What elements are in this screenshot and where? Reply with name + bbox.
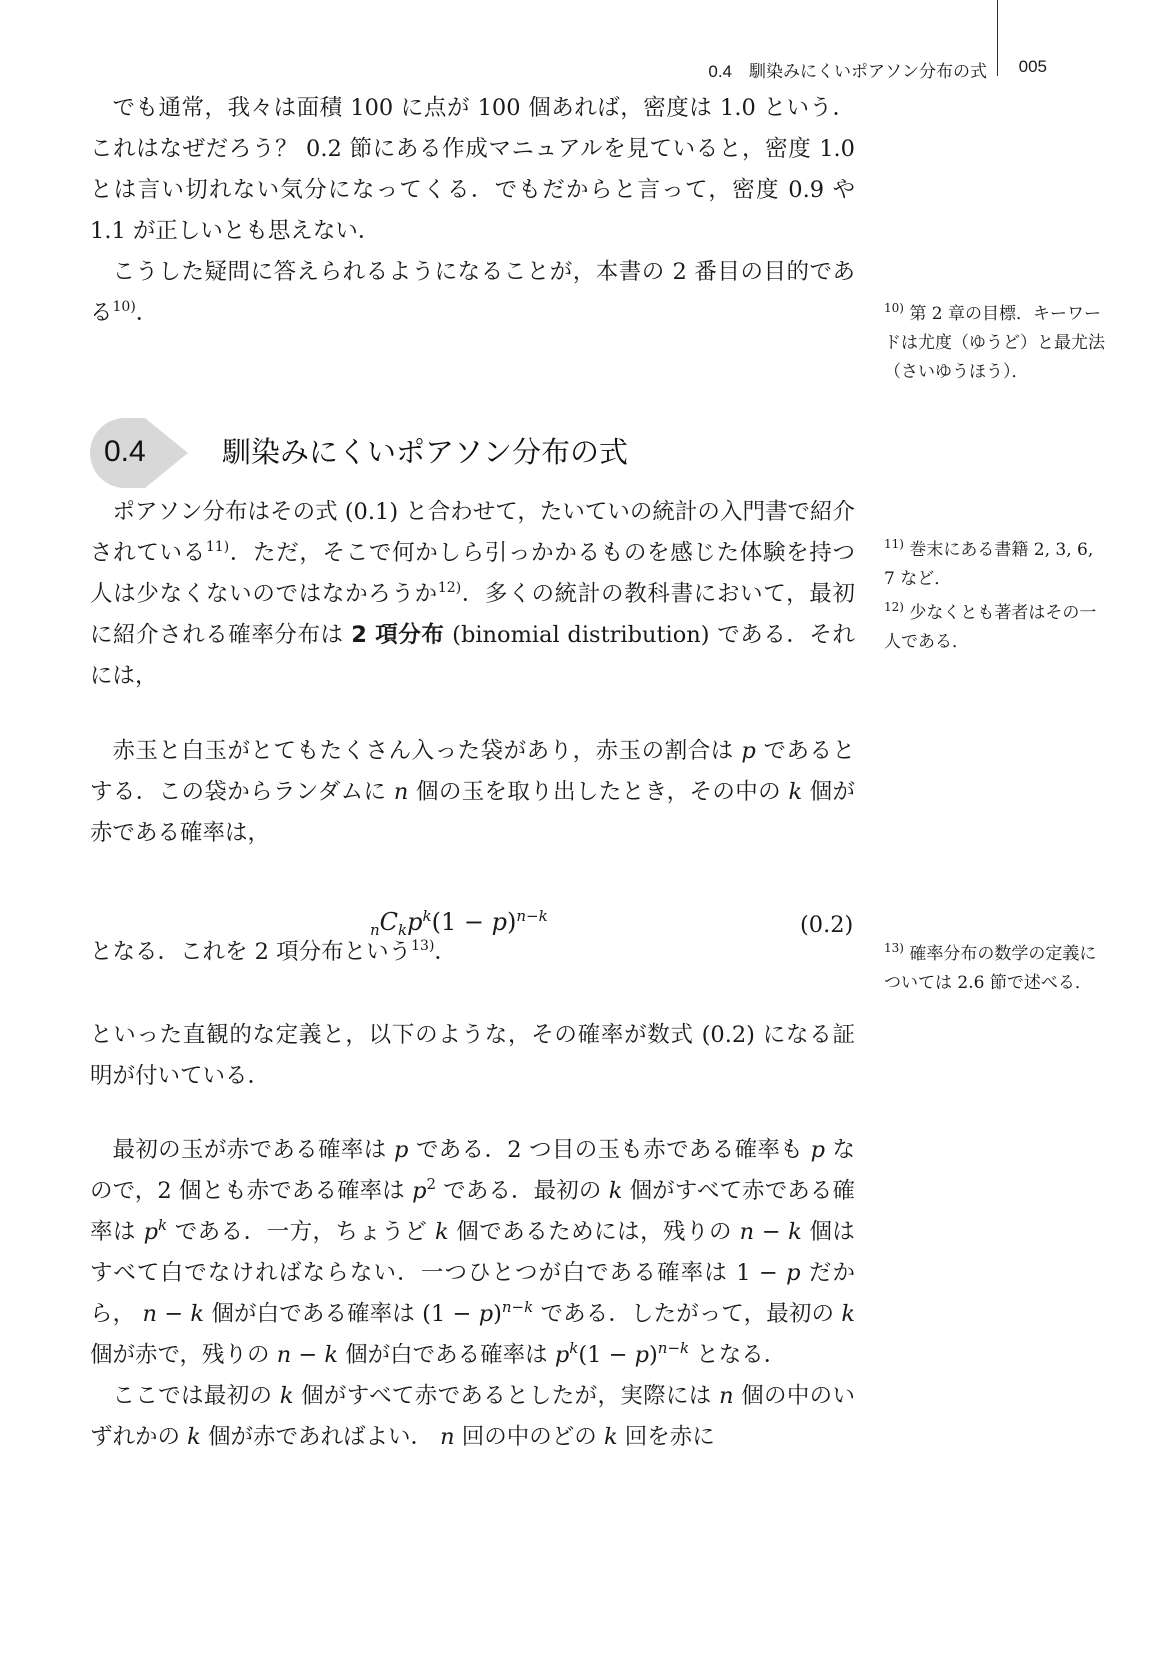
eq-C: C bbox=[379, 908, 399, 936]
eq-sub-k: k bbox=[398, 921, 408, 939]
math-expr: n − k bbox=[276, 1342, 339, 1368]
section-number: 0.4 bbox=[104, 435, 146, 468]
eq-sub-n: n bbox=[370, 921, 380, 939]
proof-t: ) bbox=[649, 1342, 658, 1368]
paragraph-poisson-text bbox=[90, 492, 855, 697]
math-sup: 2 bbox=[426, 1175, 437, 1193]
math-sup: n−k bbox=[501, 1298, 534, 1316]
proof-t: 個はすべて白でなければならない．一つひとつが白である確率は 1 − bbox=[90, 1219, 855, 1286]
proof-t: となる． bbox=[696, 1342, 787, 1368]
math-var: k bbox=[608, 1178, 623, 1204]
math-var: p bbox=[810, 1137, 826, 1163]
comb-t: 個が赤であればよい． bbox=[207, 1424, 433, 1450]
comb-t: ここでは最初の bbox=[112, 1383, 273, 1409]
comb-t: 回を赤に bbox=[624, 1424, 715, 1450]
proof-t: (1 − bbox=[578, 1342, 628, 1368]
proof-t: 個が白である確率は (1 − bbox=[211, 1301, 472, 1327]
footnote-ref-13[interactable]: 13) bbox=[411, 938, 435, 954]
proof-t: である．2 つ目の玉も赤である確率も bbox=[415, 1137, 804, 1163]
side-note-mark: 12) bbox=[884, 600, 904, 614]
paragraph-proof bbox=[90, 1130, 855, 1458]
paragraph-definition bbox=[90, 731, 855, 854]
comb-t: 個の中のいずれかの bbox=[90, 1383, 856, 1450]
math-var: p bbox=[741, 738, 756, 764]
eq-close: ) bbox=[506, 908, 517, 936]
side-note-text: 少なくとも著者はその一人である． bbox=[884, 603, 1097, 652]
poisson-text-d: (binomial distribution) である．それには， bbox=[90, 622, 855, 689]
math-expr: n − k bbox=[142, 1301, 205, 1327]
math-var: k bbox=[435, 1219, 449, 1245]
math-var: p bbox=[554, 1342, 570, 1368]
poisson-text-c: ．多くの統計の教科書において，最初に紹介される確率分布は bbox=[90, 581, 855, 648]
math-var: n bbox=[393, 779, 409, 805]
math-var: k bbox=[841, 1301, 856, 1327]
math-var: p bbox=[786, 1260, 801, 1286]
side-note-mark: 11) bbox=[884, 537, 904, 551]
paragraph-intro bbox=[90, 88, 855, 334]
paragraph-proof-intro-text: といった直観的な定義と，以下のような，その確率が数式 (0.2) になる証明が付いている． bbox=[90, 1022, 855, 1089]
page-number: 005 bbox=[1018, 57, 1047, 76]
header-divider bbox=[997, 0, 998, 76]
proof-t: 最初の玉が赤である確率は bbox=[112, 1137, 387, 1163]
math-var: p bbox=[634, 1342, 650, 1368]
math-expr: n − k bbox=[739, 1219, 802, 1245]
footnote-ref-11[interactable]: 11) bbox=[205, 539, 230, 555]
paragraph-density: でも通常，我々は面積 100 に点が 100 個あれば，密度は 1.0 という．これはなぜだろう？ 0.2 節にある作成マニュアルを見ていると，密度 1.0 とは言い切れない気分になってくる．でもだからと言って，密度 0.9 や 1.1 が正しいとも思えない． bbox=[90, 95, 855, 244]
math-var: p bbox=[412, 1178, 427, 1204]
math-var: k bbox=[603, 1424, 618, 1450]
paragraph-combinations-text bbox=[90, 1376, 855, 1458]
eq-paren: (1 − bbox=[431, 908, 492, 936]
eq-p: p bbox=[407, 908, 423, 936]
math-var: k bbox=[788, 779, 803, 805]
side-note-text: 第 2 章の目標．キーワードは尤度（ゆうど）と最尤法（さいゆうほう）． bbox=[884, 304, 1105, 382]
side-note-text: 巻末にある書籍 2, 3, 6, 7 など． bbox=[884, 540, 1094, 589]
paragraph-proof-text bbox=[90, 1130, 855, 1376]
proof-t: 個が白である確率は bbox=[345, 1342, 548, 1368]
math-var: k bbox=[279, 1383, 294, 1409]
paragraph-proof-intro bbox=[90, 1015, 855, 1097]
eq-sup-k: k bbox=[422, 907, 432, 925]
side-note-10 bbox=[884, 300, 1106, 387]
proof-t: である．最初の bbox=[443, 1178, 602, 1204]
side-note-mark: 10) bbox=[884, 301, 904, 315]
proof-t: 個であるためには，残りの bbox=[456, 1219, 732, 1245]
paragraph-purpose-end: ． bbox=[135, 300, 159, 326]
side-note-text: 確率分布の数学の定義については 2.6 節で述べる． bbox=[884, 944, 1097, 993]
paragraph-binomial-name bbox=[90, 932, 855, 973]
def-text-c: 個の玉を取り出したとき，その中の bbox=[415, 779, 781, 805]
eq-sup-nk: n−k bbox=[516, 907, 548, 925]
proof-t: 個が赤で，残りの bbox=[90, 1342, 270, 1368]
paragraph-poisson bbox=[90, 492, 855, 697]
math-var: n bbox=[719, 1383, 734, 1409]
math-var: k bbox=[187, 1424, 201, 1450]
proof-t: 個がすべて赤である確率は bbox=[90, 1178, 855, 1245]
math-sup: k bbox=[569, 1339, 579, 1357]
paragraph-purpose-text: こうした疑問に答えられるようになることが，本書の 2 番目の目的である bbox=[90, 259, 855, 326]
side-note-12 bbox=[884, 599, 1106, 657]
proof-t: である．一方，ちょうど bbox=[174, 1219, 428, 1245]
side-note-13 bbox=[884, 940, 1106, 998]
section-title: 馴染みにくいポアソン分布の式 bbox=[222, 435, 629, 469]
proof-t: だから， bbox=[90, 1260, 856, 1327]
footnote-ref-12[interactable]: 12) bbox=[437, 580, 462, 596]
side-note-mark: 13) bbox=[884, 941, 904, 955]
eq-p2: p bbox=[491, 908, 507, 936]
binomial-name-end: ． bbox=[434, 939, 457, 965]
math-sup: k bbox=[157, 1216, 168, 1234]
math-var: p bbox=[143, 1219, 158, 1245]
poisson-text-b: ．ただ，そこで何かしら引っかかるものを感じた体験を持つ人は少なくないのではなかろうか bbox=[90, 540, 855, 607]
poisson-text-a: ポアソン分布はその式 (0.1) と合わせて，たいていの統計の入門書で紹介されている bbox=[90, 499, 855, 566]
comb-t: 回の中のどの bbox=[461, 1424, 597, 1450]
def-text-a: 赤玉と白玉がとてもたくさん入った袋があり，赤玉の割合は bbox=[112, 738, 734, 764]
math-var: p bbox=[478, 1301, 494, 1327]
math-var: p bbox=[394, 1137, 409, 1163]
paragraph-definition-text bbox=[90, 731, 855, 854]
paragraph-purpose bbox=[90, 252, 855, 334]
footnote-ref-10[interactable]: 10) bbox=[112, 299, 136, 315]
proof-t: ) bbox=[493, 1301, 502, 1327]
term-binomial: 2 項分布 bbox=[351, 622, 445, 648]
math-var: n bbox=[440, 1424, 455, 1450]
paragraph-binomial-name-text bbox=[90, 932, 855, 973]
def-text-d: 個が赤である確率は， bbox=[90, 779, 856, 846]
proof-t: なので，2 個とも赤である確率は bbox=[90, 1137, 856, 1204]
math-sup: n−k bbox=[657, 1339, 690, 1357]
comb-t: 個がすべて赤であるとしたが，実際には bbox=[301, 1383, 712, 1409]
proof-t: である．したがって，最初の bbox=[540, 1301, 835, 1327]
header-section-title: 0.4 馴染みにくいポアソン分布の式 bbox=[708, 62, 987, 81]
equation-number: (0.2) bbox=[800, 912, 854, 938]
side-note-11 bbox=[884, 536, 1106, 594]
binomial-name-text: となる．これを 2 項分布という bbox=[90, 939, 412, 965]
def-text-b: であるとする．この袋からランダムに bbox=[90, 738, 855, 805]
